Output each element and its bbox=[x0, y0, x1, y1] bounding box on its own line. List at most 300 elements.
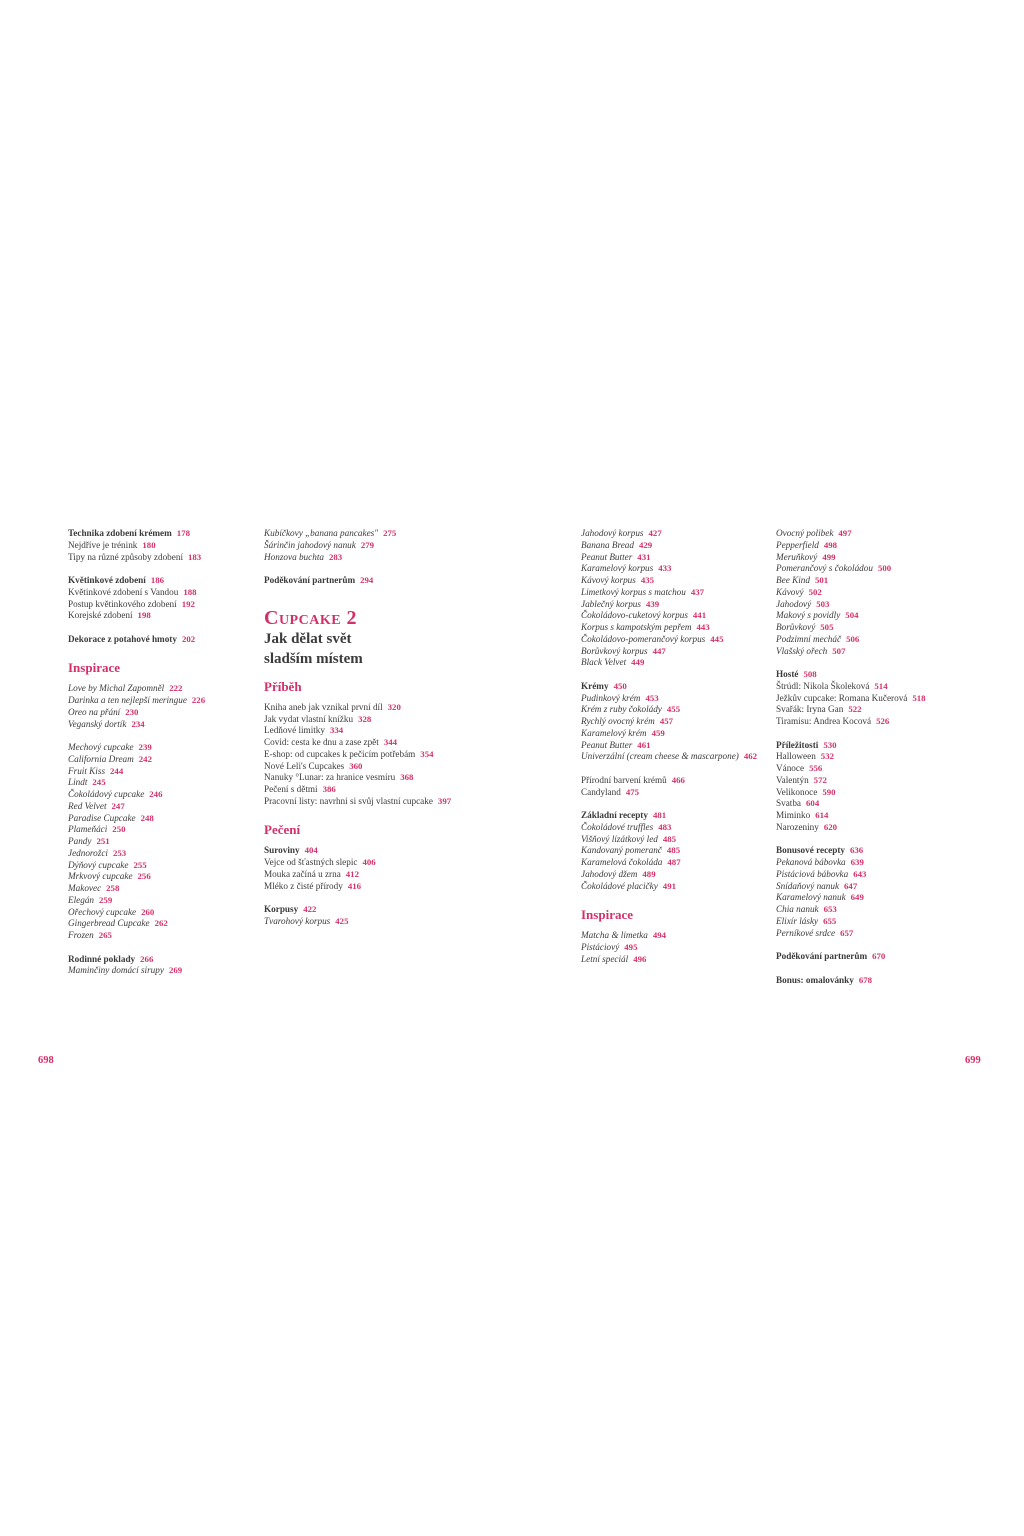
toc-entry-page: 494 bbox=[652, 930, 667, 940]
toc-entry-page: 265 bbox=[98, 930, 112, 940]
toc-entry bbox=[68, 930, 258, 942]
toc-entry-title: Mouka začíná u zrna bbox=[264, 868, 341, 879]
toc-entry-page: 485 bbox=[666, 845, 681, 856]
toc-entry bbox=[776, 622, 966, 634]
toc-entry bbox=[776, 716, 966, 728]
toc-entry-page: 491 bbox=[662, 880, 676, 891]
toc-entry-page: 439 bbox=[645, 598, 660, 609]
toc-entry-title: Maminčiny domácí sirupy bbox=[68, 965, 164, 976]
toc-entry-page: 334 bbox=[329, 725, 344, 736]
toc-entry-page: 368 bbox=[400, 772, 414, 783]
toc-entry bbox=[776, 634, 966, 646]
toc-entry-title: Candyland bbox=[581, 786, 621, 797]
toc-entry-podekovani: Poděkování partnerům 294 bbox=[264, 575, 374, 585]
toc-entry-page: 242 bbox=[138, 753, 152, 764]
toc-entry bbox=[68, 777, 258, 789]
toc-group bbox=[264, 845, 464, 892]
toc-entry bbox=[776, 704, 966, 716]
toc-entry-title: Svatba bbox=[776, 798, 802, 809]
toc-entry bbox=[581, 930, 771, 942]
toc-entry-title: Meruňkový bbox=[776, 551, 818, 562]
toc-entry bbox=[68, 801, 258, 813]
toc-group bbox=[68, 742, 258, 942]
toc-entry-page: 503 bbox=[816, 598, 830, 609]
toc-entry-title: Miminko bbox=[776, 810, 811, 820]
toc-entry-page: 462 bbox=[743, 751, 758, 762]
toc-entry bbox=[68, 540, 258, 552]
toc-group bbox=[581, 810, 771, 892]
toc-entry bbox=[68, 766, 258, 778]
toc-entry-title: Technika zdobení krémem bbox=[68, 528, 172, 538]
toc-entry-title: Frozen bbox=[68, 930, 94, 940]
toc-entry bbox=[68, 599, 258, 611]
toc-entry bbox=[264, 869, 464, 881]
toc-entry-page: 449 bbox=[631, 657, 645, 668]
toc-entry-page: 466 bbox=[671, 774, 685, 785]
toc-entry bbox=[581, 681, 771, 693]
toc-entry bbox=[264, 528, 464, 540]
toc-group bbox=[581, 528, 771, 669]
toc-entry bbox=[776, 869, 966, 881]
toc-entry-page: 283 bbox=[328, 551, 343, 562]
toc-entry-title: Karamelový krém bbox=[581, 727, 647, 738]
toc-entry bbox=[264, 552, 464, 564]
toc-entry-page: 202 bbox=[181, 633, 196, 644]
toc-entry bbox=[68, 634, 258, 646]
toc-entry-title: Rychlý ovocný krém bbox=[581, 716, 655, 726]
toc-entry bbox=[264, 857, 464, 869]
toc-entry-title: California Dream bbox=[68, 753, 134, 764]
toc-entry bbox=[68, 575, 258, 587]
toc-entry-page: 614 bbox=[815, 810, 829, 820]
toc-entry bbox=[68, 824, 258, 836]
toc-entry-title: Karamelový korpus bbox=[581, 563, 654, 574]
toc-entry-page: 639 bbox=[850, 857, 864, 867]
toc-entry-title: Čokoládovo-pomerančový korpus bbox=[581, 633, 706, 644]
toc-entry bbox=[264, 702, 464, 714]
toc-entry-page: 483 bbox=[658, 821, 672, 832]
toc-entry bbox=[776, 552, 966, 564]
toc-entry-title: Elegán bbox=[68, 894, 95, 905]
page-number-right: 699 bbox=[965, 1055, 981, 1066]
toc-entry bbox=[776, 740, 966, 752]
toc-entry-title: Krémy bbox=[581, 680, 609, 691]
toc-entry bbox=[68, 610, 258, 622]
toc-entry bbox=[68, 587, 258, 599]
toc-entry-title: E-shop: od cupcakes k pečicím potřebám bbox=[264, 748, 416, 759]
toc-entry-page: 437 bbox=[690, 586, 705, 597]
toc-group bbox=[264, 904, 464, 928]
toc-entry bbox=[68, 895, 258, 907]
toc-entry bbox=[776, 575, 966, 587]
toc-entry-page: 657 bbox=[840, 927, 854, 938]
toc-entry-title: Rodinné poklady bbox=[68, 953, 136, 964]
toc-entry bbox=[776, 693, 966, 705]
toc-entry-title: Pistáciová bábovka bbox=[776, 868, 849, 879]
toc-entry-title: Mléko z čisté přírody bbox=[264, 880, 343, 891]
toc-entry bbox=[581, 552, 771, 564]
toc-entry bbox=[776, 916, 966, 928]
toc-entry-page: 183 bbox=[188, 551, 202, 562]
toc-entry-page: 496 bbox=[633, 953, 647, 964]
toc-entry-title: Gingerbread Cupcake bbox=[68, 918, 150, 929]
toc-entry bbox=[581, 942, 771, 954]
toc-entry bbox=[776, 681, 966, 693]
toc-entry-page: 459 bbox=[651, 727, 665, 738]
toc-entry-title: Tipy na různé způsoby zdobení bbox=[68, 551, 183, 562]
toc-entry-page: 425 bbox=[335, 915, 349, 926]
toc-entry-title: Čokoládové truffles bbox=[581, 821, 654, 832]
toc-entry bbox=[776, 892, 966, 904]
toc-entry-page: 505 bbox=[820, 622, 834, 632]
toc-entry-title: Makový s povidly bbox=[776, 610, 841, 621]
toc-entry bbox=[68, 907, 258, 919]
toc-entry bbox=[776, 669, 966, 681]
toc-entry-page: 406 bbox=[362, 857, 376, 867]
section-heading-peceni: Pečení bbox=[264, 822, 301, 838]
toc-entry bbox=[581, 751, 771, 763]
toc-entry-page: 620 bbox=[823, 821, 838, 832]
toc-entry-page: 246 bbox=[149, 789, 163, 799]
toc-entry-page: 495 bbox=[624, 941, 638, 952]
toc-entry bbox=[68, 719, 258, 731]
toc-entry-title: Veganský dortík bbox=[68, 718, 127, 729]
toc-group bbox=[776, 740, 966, 834]
toc-group bbox=[68, 575, 258, 622]
toc-entry bbox=[776, 857, 966, 869]
toc-entry-page: 180 bbox=[142, 539, 156, 550]
toc-entry-title: Pomerančový s čokoládou bbox=[776, 563, 873, 574]
toc-entry bbox=[776, 798, 966, 810]
toc-group bbox=[581, 775, 771, 799]
toc-entry bbox=[264, 904, 464, 916]
toc-entry bbox=[68, 954, 258, 966]
toc-group bbox=[68, 954, 258, 978]
section-heading-inspirace-2: Inspirace bbox=[581, 907, 633, 922]
toc-entry-page: 604 bbox=[806, 798, 820, 809]
toc-entry-title: Krém z ruby čokolády bbox=[581, 704, 662, 715]
toc-entry bbox=[776, 599, 966, 611]
toc-entry-page: 344 bbox=[383, 737, 398, 747]
toc-entry-title: Karamelová čokoláda bbox=[581, 857, 663, 867]
toc-entry-page: 226 bbox=[191, 695, 206, 705]
toc-entry bbox=[581, 634, 771, 646]
toc-entry-page: 489 bbox=[642, 868, 656, 879]
toc-entry bbox=[68, 965, 258, 977]
toc-entry-page: 532 bbox=[820, 751, 834, 762]
toc-entry-title: Mrkvový cupcake bbox=[68, 871, 133, 882]
toc-entry bbox=[581, 787, 771, 799]
toc-entry bbox=[581, 587, 771, 599]
toc-entry-page: 461 bbox=[637, 739, 651, 750]
toc-entry bbox=[264, 796, 464, 808]
toc-entry-title: Banana Bread bbox=[581, 539, 634, 550]
toc-entry-title: Jak vydat vlastní knížku bbox=[264, 713, 354, 724]
toc-entry-title: Dýňový cupcake bbox=[68, 859, 129, 870]
toc-entry-page: 397 bbox=[437, 795, 452, 806]
toc-entry-title: Perníkové srdce bbox=[776, 927, 836, 938]
toc-group bbox=[581, 930, 771, 965]
toc-entry-title: Lindt bbox=[68, 777, 88, 788]
toc-entry bbox=[776, 845, 966, 857]
toc-entry-page: 429 bbox=[639, 539, 653, 550]
toc-entry-title: Tvarohový korpus bbox=[264, 915, 331, 926]
toc-entry-page: 487 bbox=[667, 857, 681, 867]
toc-entry-title: Základní recepty bbox=[581, 810, 648, 820]
toc-entry-title: Snídaňový nanuk bbox=[776, 880, 840, 891]
toc-entry-podekovani-2: Poděkování partnerům 670 bbox=[776, 951, 886, 961]
toc-entry bbox=[581, 575, 771, 587]
toc-entry bbox=[264, 540, 464, 552]
toc-entry bbox=[68, 789, 258, 801]
toc-entry bbox=[68, 860, 258, 872]
toc-entry-title: Nanuky °Lunar: za hranice vesmíru bbox=[264, 772, 396, 783]
toc-entry-title: Love by Michal Zapomněl bbox=[68, 683, 165, 694]
toc-entry bbox=[776, 563, 966, 575]
toc-entry-title: Šárinčin jahodový nanuk bbox=[264, 539, 356, 550]
toc-entry-page: 481 bbox=[652, 810, 667, 820]
toc-entry-page: 649 bbox=[850, 892, 864, 903]
toc-entry-page: 320 bbox=[387, 701, 401, 712]
toc-entry bbox=[776, 528, 966, 540]
toc-entry-title: Kávový bbox=[776, 586, 804, 597]
toc-entry bbox=[776, 928, 966, 940]
toc-entry-title: Kniha aneb jak vznikal první díl bbox=[264, 701, 383, 712]
toc-entry bbox=[264, 725, 464, 737]
toc-entry bbox=[581, 954, 771, 966]
toc-entry-page: 244 bbox=[110, 765, 124, 776]
toc-entry-page: 501 bbox=[814, 575, 829, 585]
section-heading-inspirace: Inspirace bbox=[68, 660, 120, 676]
toc-entry-page: 266 bbox=[140, 953, 154, 964]
toc-entry-page: 431 bbox=[637, 551, 651, 562]
toc-entry-title: Čokoládový cupcake bbox=[68, 789, 145, 799]
toc-entry-page: 427 bbox=[648, 528, 662, 538]
toc-entry-title: Ořechový cupcake bbox=[68, 906, 137, 917]
toc-entry-title: Honzova buchta bbox=[264, 551, 324, 562]
toc-entry-page: 198 bbox=[137, 610, 151, 621]
toc-entry-title: Darinka a ten nejlepší meringue bbox=[68, 695, 187, 705]
toc-entry-page: 433 bbox=[658, 563, 672, 574]
toc-entry-title: Korpusy bbox=[264, 904, 299, 914]
toc-entry-page: 186 bbox=[150, 575, 165, 585]
toc-entry-page: 188 bbox=[183, 586, 197, 597]
toc-entry bbox=[776, 775, 966, 787]
toc-entry bbox=[68, 848, 258, 860]
page-number-left: 698 bbox=[38, 1055, 54, 1066]
toc-entry-title: Fruit Kiss bbox=[68, 765, 106, 776]
toc-column-4 bbox=[776, 528, 966, 986]
toc-entry-title: Elixír lásky bbox=[776, 915, 819, 926]
toc-entry bbox=[581, 881, 771, 893]
toc-entry-page: 507 bbox=[832, 645, 846, 656]
toc-entry-title: Kávový korpus bbox=[581, 575, 636, 585]
toc-group bbox=[264, 528, 464, 563]
toc-entry-page: 255 bbox=[133, 859, 147, 870]
toc-entry-page: 447 bbox=[652, 645, 666, 656]
toc-entry bbox=[776, 822, 966, 834]
toc-entry-page: 386 bbox=[322, 784, 336, 794]
toc-entry-page: 259 bbox=[99, 894, 113, 905]
toc-entry-title: Halloween bbox=[776, 751, 816, 762]
toc-entry-title: Pepperfield bbox=[776, 539, 819, 550]
toc-entry-page: 572 bbox=[813, 774, 827, 785]
toc-entry-title: Bonusové recepty bbox=[776, 845, 845, 856]
toc-entry-page: 234 bbox=[131, 718, 145, 729]
toc-entry bbox=[776, 810, 966, 822]
toc-entry-title: Jahodový korpus bbox=[581, 528, 644, 538]
toc-entry-page: 422 bbox=[303, 904, 317, 914]
toc-entry-page: 500 bbox=[877, 563, 892, 574]
toc-entry-page: 508 bbox=[803, 669, 817, 679]
toc-entry-page: 239 bbox=[138, 742, 152, 752]
toc-group bbox=[68, 683, 258, 730]
chapter-subtitle: Jak dělat svět sladším místem bbox=[264, 630, 363, 667]
toc-entry-page: 498 bbox=[823, 539, 838, 550]
toc-entry-page: 647 bbox=[844, 880, 858, 891]
toc-group bbox=[581, 681, 771, 763]
toc-entry-page: 256 bbox=[137, 871, 151, 882]
toc-entry-page: 518 bbox=[912, 692, 926, 703]
toc-entry bbox=[68, 754, 258, 766]
toc-entry-page: 441 bbox=[692, 610, 707, 621]
toc-entry-title: Podzimní mecháč bbox=[776, 633, 842, 644]
toc-entry-title: Pudinkový krém bbox=[581, 692, 641, 703]
toc-entry bbox=[264, 772, 464, 784]
toc-entry-title: Matcha & limetka bbox=[581, 930, 648, 940]
toc-entry bbox=[264, 784, 464, 796]
section-heading-pribeh: Příběh bbox=[264, 678, 302, 694]
toc-entry-title: Nejdříve je trénink bbox=[68, 539, 138, 550]
toc-entry-title: Mechový cupcake bbox=[68, 742, 134, 752]
toc-entry-title: Květinkové zdobení s Vandou bbox=[68, 586, 179, 597]
toc-entry bbox=[581, 646, 771, 658]
toc-entry-title: Borůvkový bbox=[776, 622, 816, 632]
toc-entry-page: 360 bbox=[349, 760, 363, 771]
toc-entry-page: 262 bbox=[154, 918, 168, 929]
toc-entry bbox=[581, 775, 771, 787]
toc-entry-page: 506 bbox=[846, 633, 860, 644]
toc-entry-title: Korpus s kampotským pepřem bbox=[581, 622, 692, 632]
toc-entry-page: 457 bbox=[659, 716, 674, 726]
toc-entry-title: Narozeniny bbox=[776, 821, 819, 832]
toc-entry bbox=[68, 695, 258, 707]
toc-entry-title: Oreo na přání bbox=[68, 706, 121, 717]
toc-entry-page: 485 bbox=[662, 833, 677, 844]
toc-entry-title: Peanut Butter bbox=[581, 551, 633, 562]
toc-entry-title: Pistáciový bbox=[581, 941, 620, 952]
toc-entry-title: Makovec bbox=[68, 883, 102, 893]
toc-entry-title: Chia nanuk bbox=[776, 904, 819, 914]
toc-entry bbox=[68, 883, 258, 895]
toc-entry-page: 260 bbox=[141, 906, 155, 917]
toc-entry-title: Přírodní barvení krémů bbox=[581, 774, 667, 785]
toc-entry bbox=[68, 528, 258, 540]
toc-entry bbox=[264, 714, 464, 726]
toc-entry-title: Pandy bbox=[68, 836, 92, 846]
toc-entry-page: 497 bbox=[838, 528, 852, 538]
toc-entry bbox=[776, 751, 966, 763]
toc-entry-page: 245 bbox=[92, 777, 106, 788]
toc-entry-page: 222 bbox=[169, 683, 183, 694]
toc-entry bbox=[581, 869, 771, 881]
toc-entry-page: 250 bbox=[112, 824, 126, 835]
toc-entry bbox=[581, 540, 771, 552]
toc-entry bbox=[581, 657, 771, 669]
toc-entry bbox=[264, 761, 464, 773]
toc-entry-title: Dekorace z potahové hmoty bbox=[68, 633, 177, 644]
toc-entry bbox=[776, 763, 966, 775]
toc-entry-page: 275 bbox=[383, 528, 397, 538]
toc-entry-page: 416 bbox=[347, 880, 362, 891]
toc-entry-page: 445 bbox=[710, 633, 724, 644]
toc-entry-page: 258 bbox=[106, 883, 120, 893]
toc-entry-title: Svařák: Iryna Gan bbox=[776, 704, 844, 715]
toc-entry-title: Suroviny bbox=[264, 845, 300, 856]
toc-entry bbox=[264, 749, 464, 761]
toc-entry-page: 279 bbox=[360, 539, 375, 550]
toc-entry bbox=[776, 904, 966, 916]
toc-entry-page: 643 bbox=[853, 868, 867, 879]
toc-entry-page: 248 bbox=[140, 812, 154, 823]
toc-column-2 bbox=[264, 528, 464, 928]
toc-entry-title: Plameňáci bbox=[68, 824, 108, 835]
toc-entry bbox=[68, 918, 258, 930]
toc-entry bbox=[581, 716, 771, 728]
toc-entry-page: 636 bbox=[850, 845, 864, 856]
toc-entry-page: 443 bbox=[696, 622, 710, 632]
toc-entry-page: 178 bbox=[176, 528, 190, 538]
toc-column-1 bbox=[68, 528, 258, 977]
toc-entry bbox=[581, 740, 771, 752]
toc-entry bbox=[581, 834, 771, 846]
toc-group bbox=[264, 702, 464, 808]
toc-entry bbox=[264, 881, 464, 893]
toc-entry-title: Pečení s dětmi bbox=[264, 784, 318, 794]
toc-entry bbox=[581, 704, 771, 716]
toc-group bbox=[68, 634, 258, 646]
toc-entry bbox=[68, 742, 258, 754]
toc-entry-page: 653 bbox=[823, 904, 837, 914]
toc-entry-title: Kandovaný pomeranč bbox=[581, 845, 662, 856]
toc-entry bbox=[581, 599, 771, 611]
toc-entry-title: Korejské zdobení bbox=[68, 610, 133, 621]
toc-entry-title: Vánoce bbox=[776, 763, 805, 773]
toc-entry-page: 475 bbox=[625, 786, 640, 797]
toc-entry bbox=[68, 836, 258, 848]
toc-group bbox=[68, 528, 258, 563]
toc-group bbox=[776, 528, 966, 657]
toc-entry bbox=[581, 857, 771, 869]
toc-entry-title: Ježkův cupcake: Romana Kučerová bbox=[776, 692, 908, 703]
toc-entry-page: 502 bbox=[808, 586, 822, 597]
toc-column-3 bbox=[581, 528, 771, 965]
toc-entry-page: 412 bbox=[345, 868, 359, 879]
toc-entry bbox=[581, 845, 771, 857]
toc-entry bbox=[264, 845, 464, 857]
toc-entry-title: Štrúdl: Nikola Školeková bbox=[776, 680, 870, 691]
toc-entry-page: 504 bbox=[845, 610, 859, 621]
toc-entry-page: 450 bbox=[613, 680, 627, 691]
toc-group bbox=[776, 845, 966, 939]
toc-entry-page: 328 bbox=[358, 713, 372, 724]
toc-entry-title: Jednorožci bbox=[68, 847, 108, 858]
toc-entry-page: 253 bbox=[112, 847, 127, 858]
toc-entry bbox=[776, 787, 966, 799]
toc-entry-title: Borůvkový korpus bbox=[581, 645, 648, 656]
toc-entry bbox=[776, 881, 966, 893]
toc-entry bbox=[68, 813, 258, 825]
